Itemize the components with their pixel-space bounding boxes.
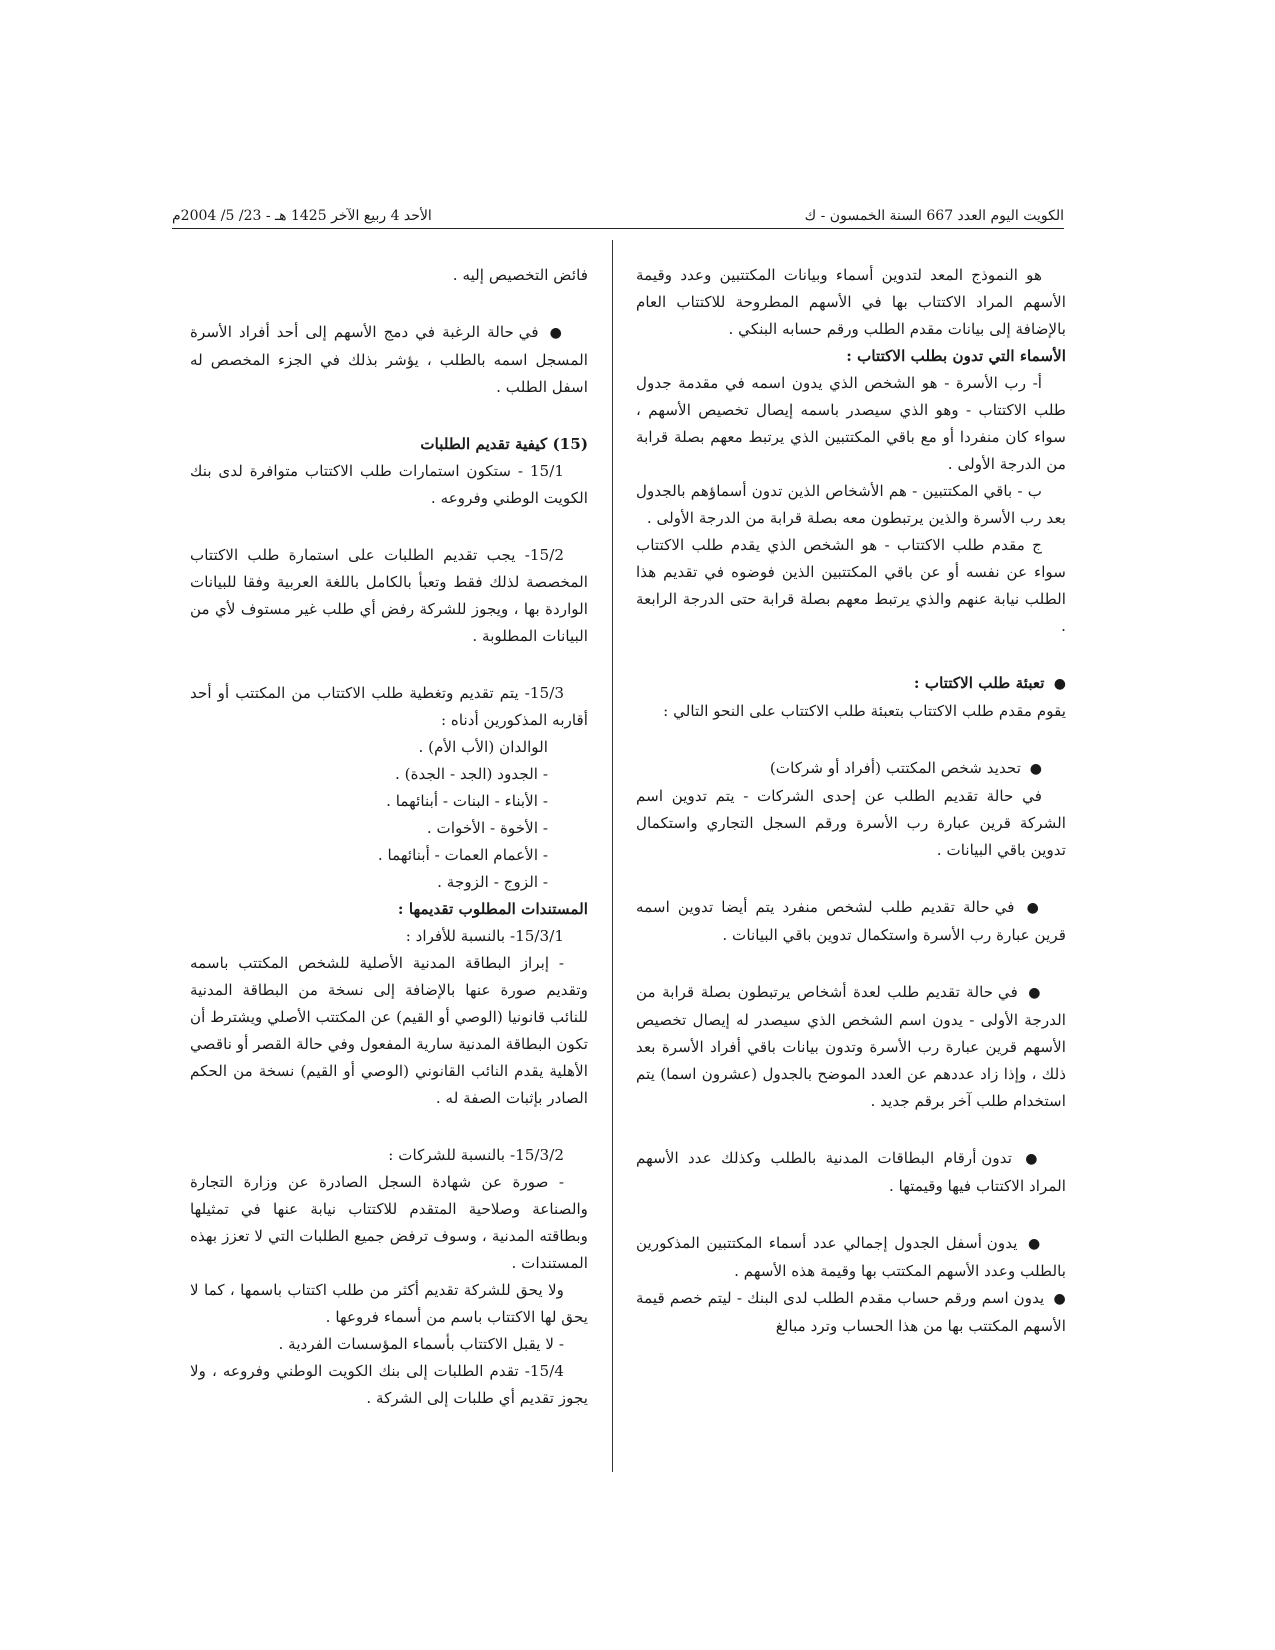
bullet-paragraph: [636, 1285, 1066, 1340]
subheading: 15/3/1- بالنسبة للأفراد :: [405, 927, 564, 945]
bullet-title: [636, 755, 1066, 783]
bullet-icon: ●: [1026, 900, 1043, 916]
bullet-paragraph: [636, 1145, 1066, 1200]
bullet-paragraph: [190, 319, 588, 401]
paragraph: هو النموذج المعد لتدوين أسماء وبيانات المكتتبين وعدد وقيمة الأسهم المراد الاكتتاب بها في الأسهم المطروحة للاكتتاب العام بالإضافة إلى بيانات مقدم الطلب ورقم حسابه البنكي .: [636, 266, 1066, 338]
bullet-icon: ●: [1028, 1236, 1043, 1252]
column-divider: [612, 240, 613, 1472]
bullet-icon: ●: [549, 325, 564, 341]
bullet-paragraph: [636, 979, 1066, 1115]
paragraph: - إبراز البطاقة المدنية الأصلية للشخص المكتتب باسمه وتقديم صورة عنها بالإضافة إلى نسخة من البطاقة المدنية للنائب قانونيا (الوصي أو القيم) عن المكتتب الأصلي ويشترط أن تكون البطاقة المدنية سارية المفعول وفي حالة القصر أو ناقصي الأهلية يقدم النائب القانوني (الوصي أو القيم) نسخة من الحكم الصادر بإثبات الصفة له .: [190, 954, 588, 1107]
bullet-icon: ●: [1053, 676, 1066, 692]
header-date: الأحد 4 ربيع الآخر 1425 هـ - 23/ 5/ 2004م: [172, 208, 432, 224]
header-issue: الكويت اليوم العدد 667 السنة الخمسون - ك: [804, 208, 1064, 224]
paragraph: - لا يقبل الاكتتاب بأسماء المؤسسات الفردية .: [278, 1335, 564, 1353]
section-heading: المستندات المطلوب تقديمها :: [397, 900, 588, 918]
paragraph: 15/3- يتم تقديم وتغطية طلب الاكتتاب من المكتتب أو أحد أقاربه المذكورين أدناه :: [190, 684, 588, 729]
section-heading: [636, 670, 1066, 698]
section-heading: الأسماء التي تدون بطلب الاكتتاب :: [846, 347, 1066, 365]
bullet-icon: ●: [1029, 761, 1042, 777]
header-rule: [172, 228, 1064, 229]
paragraph: - صورة عن شهادة السجل الصادرة عن وزارة التجارة والصناعة وصلاحية المتقدم للاكتتاب نيابة عنها في تمثيلها وبطاقته المدنية ، وسوف ترفض جميع الطلبات التي لا تعزز بهذه المستندات .: [190, 1173, 588, 1272]
paragraph: 15/4- تقدم الطلبات إلى بنك الكويت الوطني وفروعه ، ولا يجوز تقديم أي طلبات إلى الشركة .: [190, 1362, 588, 1407]
bullet-text: في حالة تقديم طلب لعدة أشخاص يرتبطون بصلة قرابة من الدرجة الأولى - يدون اسم الشخص الذي سيصدر له إيصال تخصيص الأسهم قرين عبارة رب الأسرة وتدون بيانات باقي أفراد الأسرة بعد ذلك ، وإذا زاد عددهم عن العدد الموضح بالجدول (عشرون اسما) يتم استخدام طلب آخر برقم جديد .: [636, 983, 1066, 1110]
bullet-paragraph: [636, 894, 1066, 949]
left-column: [190, 262, 588, 1412]
section-heading: (15) كيفية تقديم الطلبات: [420, 435, 588, 453]
paragraph: ولا يحق للشركة تقديم أكثر من طلب اكتتاب باسمها ، كما لا يحق لها الاكتتاب باسم من أسماء فروعها .: [190, 1281, 588, 1326]
list-item: ب - باقي المكتتبين - هم الأشخاص الذين تدون أسماؤهم بالجدول بعد رب الأسرة والذين يرتبطون معه بصلة قرابة من الدرجة الأولى .: [636, 482, 1066, 527]
list-item: أ- رب الأسرة - هو الشخص الذي يدون اسمه في مقدمة جدول طلب الاكتتاب - وهو الذي سيصدر باسمه إيصال تخصيص الأسهم ، سواء كان منفردا أو مع باقي المكتتبين الذي يرتبط معهم بصلة قرابة من الدرجة الأولى .: [636, 374, 1066, 473]
bullet-paragraph: [636, 1230, 1066, 1285]
bullet-text: في حالة تقديم طلب لشخص منفرد يتم أيضا تدوين اسمه قرين عبارة رب الأسرة واستكمال تدوين باقي البيانات .: [636, 898, 1066, 944]
page-header: [172, 198, 1064, 224]
bullet-text: تدون أرقام البطاقات المدنية بالطلب وكذلك عدد الأسهم المراد الاكتتاب فيها وقيمتها .: [636, 1149, 1066, 1195]
paragraph: فائض التخصيص إليه .: [452, 266, 588, 284]
relative-item: - الأعمام العمات - أبنائهما .: [377, 846, 548, 864]
bullet-text: تحديد شخص المكتتب (أفراد أو شركات): [769, 759, 1021, 777]
subheading: 15/3/2- بالنسبة للشركات :: [388, 1146, 564, 1164]
bullet-text: في حالة الرغبة في دمج الأسهم إلى أحد أفراد الأسرة المسجل اسمه بالطلب ، يؤشر بذلك في الجزء المخصص له اسفل الطلب .: [190, 323, 588, 396]
bullet-text: يدون اسم ورقم حساب مقدم الطلب لدى البنك - ليتم خصم قيمة الأسهم المكتتب بها من هذا الحساب وترد مبالغ: [636, 1289, 1066, 1335]
bullet-text: يدون أسفل الجدول إجمالي عدد أسماء المكتتبين المذكورين بالطلب وعدد الأسهم المكتتب بها وقيمة هذه الأسهم .: [636, 1234, 1066, 1280]
relative-item: - الجدود (الجد - الجدة) .: [394, 765, 548, 783]
relative-item: - الأبناء - البنات - أبنائهما .: [386, 792, 548, 810]
bullet-icon: ●: [1025, 1151, 1043, 1167]
paragraph: في حالة تقديم الطلب عن إحدى الشركات - يتم تدوين اسم الشركة قرين عبارة رب الأسرة ورقم السجل التجاري واستكمال تدوين باقي البيانات .: [636, 787, 1066, 859]
paragraph: 15/1 - ستكون استمارات طلب الاكتتاب متوافرة لدى بنك الكويت الوطني وفروعه .: [190, 462, 588, 507]
bullet-icon: ●: [1028, 985, 1043, 1001]
paragraph: 15/2- يجب تقديم الطلبات على استمارة طلب الاكتتاب المخصصة لذلك فقط وتعبأ بالكامل باللغة العربية وفقا للبيانات الواردة بها ، ويجوز للشركة رفض أي طلب غير مستوف لأي من البيانات المطلوبة .: [190, 546, 588, 645]
bullet-icon: ●: [1053, 1291, 1067, 1307]
heading-text: تعبئة طلب الاكتتاب :: [913, 674, 1045, 692]
list-item: ج مقدم طلب الاكتتاب - هو الشخص الذي يقدم طلب الاكتتاب سواء عن نفسه أو عن باقي المكتتبين الذين فوضوه في تقديم هذا الطلب نيابة عنهم والذي يرتبط معهم بصلة قرابة حتى الدرجة الرابعة .: [636, 536, 1066, 635]
relative-item: - الزوج - الزوجة .: [437, 873, 548, 891]
right-column: [636, 262, 1066, 1340]
relative-item: الوالدان (الأب الأم) .: [418, 738, 548, 756]
paragraph: يقوم مقدم طلب الاكتتاب بتعبئة طلب الاكتتاب على النحو التالي :: [663, 702, 1066, 720]
relative-item: - الأخوة - الأخوات .: [426, 819, 548, 837]
